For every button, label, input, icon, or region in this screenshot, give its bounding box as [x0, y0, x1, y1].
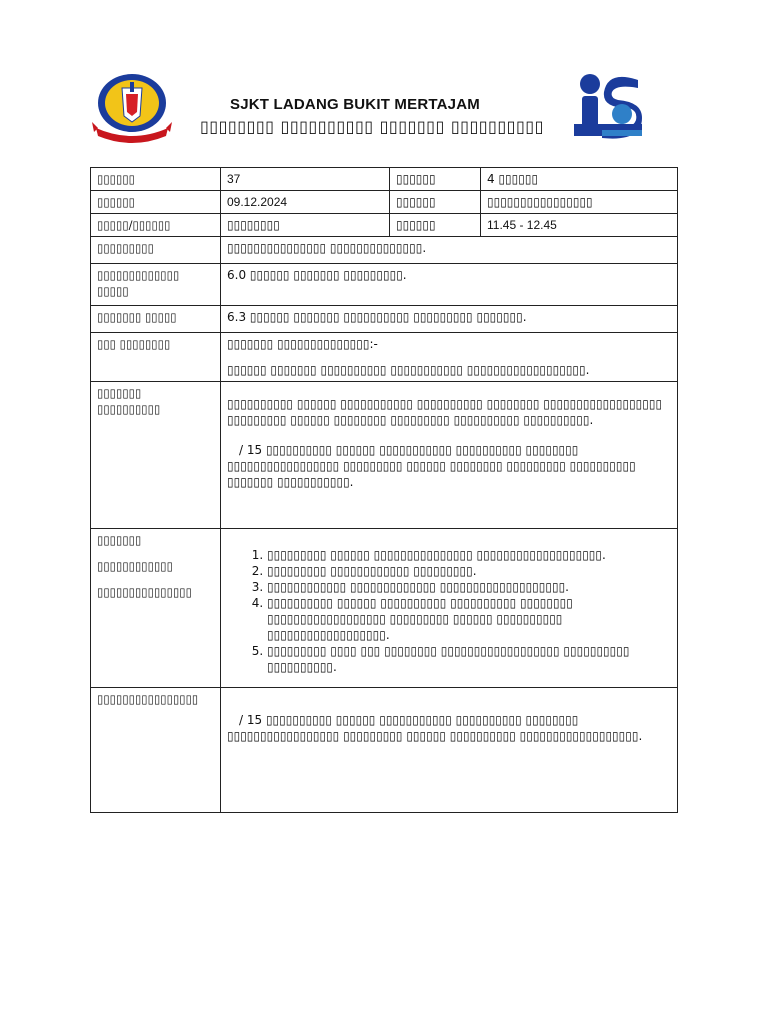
table-row [91, 382, 678, 529]
day-value: ▯▯▯▯▯▯▯▯ [221, 214, 390, 237]
skill-value [221, 333, 678, 382]
content-standard-label-line1: ▯▯▯▯▯▯▯▯▯▯▯▯▯ [97, 268, 180, 282]
objective-label-line1: ▯▯▯▯▯▯▯ [97, 386, 142, 400]
table-row [91, 306, 678, 333]
activity-label [91, 529, 221, 688]
reflection-value [221, 688, 678, 813]
activity-label-line2: ▯▯▯▯▯▯▯▯▯▯▯▯ [97, 559, 173, 573]
reflection-text: / 15 ▯▯▯▯▯▯▯▯▯▯ ▯▯▯▯▯▯ ▯▯▯▯▯▯▯▯▯▯▯ ▯▯▯▯▯▯▯▯▯▯ ▯▯▯▯▯▯▯▯ ▯▯▯▯▯▯▯▯▯▯▯▯▯▯▯▯▯ ▯▯▯▯▯▯▯▯▯ ▯▯▯▯▯▯ ▯▯▯▯▯▯▯▯▯▯ ▯▯▯▯▯▯▯▯▯▯▯▯▯▯▯▯▯▯. [227, 713, 643, 743]
anniversary-logo [572, 68, 644, 140]
objective-label [91, 382, 221, 529]
table-row [91, 333, 678, 382]
table-row [91, 168, 678, 191]
activity-list [249, 547, 671, 675]
plan-title: ▯▯▯▯▯▯▯▯ ▯▯▯▯▯▯▯▯▯▯ ▯▯▯▯▯▯▯ ▯▯▯▯▯▯▯▯▯▯ [200, 117, 544, 136]
school-crest-logo [92, 70, 172, 146]
list-item: 1. ▯▯▯▯▯▯▯▯▯ ▯▯▯▯▯▯ ▯▯▯▯▯▯▯▯▯▯▯▯▯▯▯ ▯▯▯▯▯▯▯▯▯▯▯▯▯▯▯▯▯▯▯. [267, 547, 671, 563]
class-label: ▯▯▯▯▯▯ [390, 168, 481, 191]
date-value: 09.12.2024 [221, 191, 390, 214]
activity-label-line1: ▯▯▯▯▯▯▯ [97, 533, 142, 547]
date-label: ▯▯▯▯▯▯ [91, 191, 221, 214]
table-row [91, 264, 678, 306]
page-header [0, 60, 768, 150]
table-row [91, 237, 678, 264]
learning-standard-value: 6.3 ▯▯▯▯▯▯ ▯▯▯▯▯▯▯ ▯▯▯▯▯▯▯▯▯▯ ▯▯▯▯▯▯▯▯▯ ▯▯▯▯▯▯▯. [221, 306, 678, 333]
list-item: 5. ▯▯▯▯▯▯▯▯▯ ▯▯▯▯ ▯▯▯ ▯▯▯▯▯▯▯▯ ▯▯▯▯▯▯▯▯▯▯▯▯▯▯▯▯▯▯ ▯▯▯▯▯▯▯▯▯▯ ▯▯▯▯▯▯▯▯▯▯. [267, 643, 671, 675]
time-value: 11.45 - 12.45 [481, 214, 678, 237]
table-row [91, 529, 678, 688]
subject-label: ▯▯▯▯▯▯ [390, 191, 481, 214]
skill-intro: ▯▯▯▯▯▯▯ ▯▯▯▯▯▯▯▯▯▯▯▯▯▯:- [227, 337, 378, 351]
content-standard-value: 6.0 ▯▯▯▯▯▯ ▯▯▯▯▯▯▯ ▯▯▯▯▯▯▯▯▯. [221, 264, 678, 306]
week-value: 37 [221, 168, 390, 191]
subject-value: ▯▯▯▯▯▯▯▯▯▯▯▯▯▯▯▯ [481, 191, 678, 214]
objective-value [221, 382, 678, 529]
list-item: 3. ▯▯▯▯▯▯▯▯▯▯▯▯ ▯▯▯▯▯▯▯▯▯▯▯▯▯ ▯▯▯▯▯▯▯▯▯▯▯▯▯▯▯▯▯▯▯. [267, 579, 671, 595]
table-row [91, 688, 678, 813]
table-row [91, 214, 678, 237]
objective-text: ▯▯▯▯▯▯▯▯▯▯ ▯▯▯▯▯▯ ▯▯▯▯▯▯▯▯▯▯▯ ▯▯▯▯▯▯▯▯▯▯ ▯▯▯▯▯▯▯▯ ▯▯▯▯▯▯▯▯▯▯▯▯▯▯▯▯▯▯ ▯▯▯▯▯▯▯▯▯ ▯▯▯▯▯▯ ▯▯▯▯▯▯▯▯ ▯▯▯▯▯▯▯▯▯ ▯▯▯▯▯▯▯▯▯▯ ▯▯▯▯▯▯▯▯▯▯. [227, 397, 663, 427]
school-name: SJKT LADANG BUKIT MERTAJAM [230, 96, 480, 113]
week-label: ▯▯▯▯▯▯ [91, 168, 221, 191]
list-item: 4. ▯▯▯▯▯▯▯▯▯▯ ▯▯▯▯▯▯ ▯▯▯▯▯▯▯▯▯▯ ▯▯▯▯▯▯▯▯▯▯ ▯▯▯▯▯▯▯▯ ▯▯▯▯▯▯▯▯▯▯▯▯▯▯▯▯▯▯ ▯▯▯▯▯▯▯▯▯ ▯▯▯▯▯▯ ▯▯▯▯▯▯▯▯▯▯ ▯▯▯▯▯▯▯▯▯▯▯▯▯▯▯▯▯▯. [267, 595, 671, 643]
topic-value: ▯▯▯▯▯▯▯▯▯▯▯▯▯▯▯ ▯▯▯▯▯▯▯▯▯▯▯▯▯▯. [221, 237, 678, 264]
list-item: 2. ▯▯▯▯▯▯▯▯▯ ▯▯▯▯▯▯▯▯▯▯▯▯ ▯▯▯▯▯▯▯▯▯. [267, 563, 671, 579]
topic-label: ▯▯▯▯▯▯▯▯▯ [91, 237, 221, 264]
skill-detail: ▯▯▯▯▯▯ ▯▯▯▯▯▯▯ ▯▯▯▯▯▯▯▯▯▯ ▯▯▯▯▯▯▯▯▯▯▯ ▯▯▯▯▯▯▯▯▯▯▯▯▯▯▯▯▯▯. [227, 363, 590, 377]
reflection-label: ▯▯▯▯▯▯▯▯▯▯▯▯▯▯▯▯ [91, 688, 221, 813]
class-value: 4 ▯▯▯▯▯▯ [481, 168, 678, 191]
lesson-plan-table [90, 167, 678, 813]
day-label: ▯▯▯▯▯/▯▯▯▯▯▯ [91, 214, 221, 237]
content-standard-label [91, 264, 221, 306]
activity-list-cell [221, 529, 678, 688]
time-label: ▯▯▯▯▯▯ [390, 214, 481, 237]
learning-standard-label: ▯▯▯▯▯▯▯ ▯▯▯▯▯ [91, 306, 221, 333]
activity-label-line3: ▯▯▯▯▯▯▯▯▯▯▯▯▯▯▯ [97, 585, 192, 599]
skill-label: ▯▯▯ ▯▯▯▯▯▯▯▯ [91, 333, 221, 382]
success-criteria-text: / 15 ▯▯▯▯▯▯▯▯▯▯ ▯▯▯▯▯▯ ▯▯▯▯▯▯▯▯▯▯▯ ▯▯▯▯▯▯▯▯▯▯ ▯▯▯▯▯▯▯▯ ▯▯▯▯▯▯▯▯▯▯▯▯▯▯▯▯▯ ▯▯▯▯▯▯▯▯▯ ▯▯▯▯▯▯ ▯▯▯▯▯▯▯▯ ▯▯▯▯▯▯▯▯▯ ▯▯▯▯▯▯▯▯▯▯ ▯▯▯▯▯▯▯ ▯▯▯▯▯▯▯▯▯▯▯. [227, 443, 636, 489]
content-standard-label-line2: ▯▯▯▯▯ [97, 284, 129, 298]
table-row [91, 191, 678, 214]
objective-label-line2: ▯▯▯▯▯▯▯▯▯▯ [97, 402, 161, 416]
